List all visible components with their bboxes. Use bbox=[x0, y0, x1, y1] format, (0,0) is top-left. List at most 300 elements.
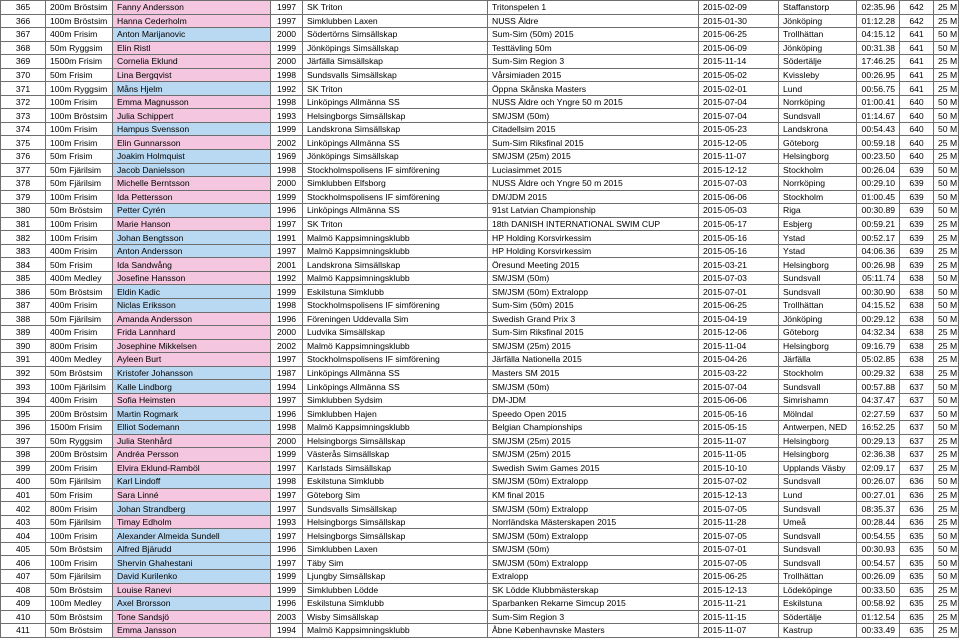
birth-year-cell: 2000 bbox=[271, 28, 303, 42]
table-row bbox=[1, 28, 959, 42]
athlete-name-cell: Anton Andersson bbox=[113, 244, 271, 258]
pool-length-cell: 25 M bbox=[934, 326, 959, 340]
event-cell: 100m Frisim bbox=[46, 231, 113, 245]
event-cell: 200m Bröstsim bbox=[46, 1, 113, 15]
club-cell: Simklubben Hajen bbox=[303, 407, 488, 421]
table-row bbox=[1, 258, 959, 272]
event-cell: 100m Frisim bbox=[46, 95, 113, 109]
meet-cell: SM/JSM (25m) 2015 bbox=[488, 448, 699, 462]
club-cell: Stockholmspolisens IF simförening bbox=[303, 299, 488, 313]
rank-cell: 404 bbox=[1, 529, 46, 543]
athlete-name-cell: Johan Bengtsson bbox=[113, 231, 271, 245]
table-row bbox=[1, 326, 959, 340]
athlete-name-cell: Ida Sandwång bbox=[113, 258, 271, 272]
club-cell: Eskilstuna Simklubb bbox=[303, 285, 488, 299]
club-cell: Stockholmspolisens IF simförening bbox=[303, 163, 488, 177]
athlete-name-cell: Kalle Lindborg bbox=[113, 380, 271, 394]
club-cell: Simklubben Lödde bbox=[303, 583, 488, 597]
club-cell: Malmö Kappsimningsklubb bbox=[303, 231, 488, 245]
pool-length-cell: 25 M bbox=[934, 353, 959, 367]
date-cell: 2015-06-06 bbox=[699, 393, 779, 407]
city-cell: Antwerpen, NED bbox=[779, 420, 857, 434]
rank-cell: 381 bbox=[1, 217, 46, 231]
club-cell: SK Triton bbox=[303, 1, 488, 15]
city-cell: Ystad bbox=[779, 231, 857, 245]
city-cell: Helsingborg bbox=[779, 448, 857, 462]
pool-length-cell: 50 M bbox=[934, 407, 959, 421]
club-cell: Helsingborgs Simsällskap bbox=[303, 529, 488, 543]
pool-length-cell: 25 M bbox=[934, 217, 959, 231]
table-row bbox=[1, 177, 959, 191]
city-cell: Lund bbox=[779, 82, 857, 96]
table-row bbox=[1, 597, 959, 611]
athlete-name-cell: Elin Gunnarsson bbox=[113, 136, 271, 150]
meet-cell: Sum-Sim (50m) 2015 bbox=[488, 299, 699, 313]
meet-cell: SM/JSM (50m) Extralopp bbox=[488, 475, 699, 489]
date-cell: 2015-05-16 bbox=[699, 407, 779, 421]
city-cell: Sundsvall bbox=[779, 380, 857, 394]
birth-year-cell: 1997 bbox=[271, 461, 303, 475]
time-cell: 00:54.55 bbox=[857, 529, 900, 543]
birth-year-cell: 1999 bbox=[271, 122, 303, 136]
club-cell: Linköpings Allmänna SS bbox=[303, 95, 488, 109]
points-cell: 637 bbox=[900, 380, 934, 394]
city-cell: Landskrona bbox=[779, 122, 857, 136]
event-cell: 50m Fjärilsim bbox=[46, 177, 113, 191]
pool-length-cell: 25 M bbox=[934, 488, 959, 502]
date-cell: 2015-05-23 bbox=[699, 122, 779, 136]
points-cell: 639 bbox=[900, 204, 934, 218]
points-cell: 638 bbox=[900, 299, 934, 313]
athlete-name-cell: Ida Pettersson bbox=[113, 190, 271, 204]
birth-year-cell: 1997 bbox=[271, 1, 303, 15]
table-row bbox=[1, 420, 959, 434]
rank-cell: 407 bbox=[1, 569, 46, 583]
date-cell: 2015-06-25 bbox=[699, 569, 779, 583]
date-cell: 2015-02-09 bbox=[699, 1, 779, 15]
points-cell: 639 bbox=[900, 190, 934, 204]
city-cell: Riga bbox=[779, 204, 857, 218]
time-cell: 00:29.13 bbox=[857, 434, 900, 448]
club-cell: Wisby Simsällskap bbox=[303, 610, 488, 624]
city-cell: Trollhättan bbox=[779, 569, 857, 583]
event-cell: 400m Frisim bbox=[46, 326, 113, 340]
meet-cell: HP Holding Korsvirkessim bbox=[488, 244, 699, 258]
date-cell: 2015-05-03 bbox=[699, 204, 779, 218]
rank-cell: 373 bbox=[1, 109, 46, 123]
city-cell: Helsingborg bbox=[779, 258, 857, 272]
time-cell: 00:29.10 bbox=[857, 177, 900, 191]
birth-year-cell: 2000 bbox=[271, 55, 303, 69]
meet-cell: 18th DANISH INTERNATIONAL SWIM CUP bbox=[488, 217, 699, 231]
athlete-name-cell: Tone Sandsjö bbox=[113, 610, 271, 624]
pool-length-cell: 50 M bbox=[934, 271, 959, 285]
points-cell: 635 bbox=[900, 583, 934, 597]
table-row bbox=[1, 299, 959, 313]
table-row bbox=[1, 55, 959, 69]
time-cell: 00:57.88 bbox=[857, 380, 900, 394]
time-cell: 05:02.85 bbox=[857, 353, 900, 367]
birth-year-cell: 2000 bbox=[271, 434, 303, 448]
rank-cell: 408 bbox=[1, 583, 46, 597]
date-cell: 2015-11-04 bbox=[699, 339, 779, 353]
event-cell: 50m Bröstsim bbox=[46, 542, 113, 556]
date-cell: 2015-07-04 bbox=[699, 380, 779, 394]
date-cell: 2015-05-02 bbox=[699, 68, 779, 82]
time-cell: 01:00.45 bbox=[857, 190, 900, 204]
club-cell: Malmö Kappsimningsklubb bbox=[303, 624, 488, 638]
athlete-name-cell: Jacob Danielsson bbox=[113, 163, 271, 177]
rank-cell: 366 bbox=[1, 14, 46, 28]
athlete-name-cell: Måns Hjelm bbox=[113, 82, 271, 96]
rank-cell: 385 bbox=[1, 271, 46, 285]
pool-length-cell: 25 M bbox=[934, 339, 959, 353]
birth-year-cell: 1996 bbox=[271, 542, 303, 556]
table-row bbox=[1, 271, 959, 285]
time-cell: 00:26.04 bbox=[857, 163, 900, 177]
rank-cell: 399 bbox=[1, 461, 46, 475]
date-cell: 2015-04-19 bbox=[699, 312, 779, 326]
time-cell: 00:29.32 bbox=[857, 366, 900, 380]
city-cell: Umeå bbox=[779, 515, 857, 529]
meet-cell: Luciasimmet 2015 bbox=[488, 163, 699, 177]
birth-year-cell: 1997 bbox=[271, 244, 303, 258]
points-cell: 637 bbox=[900, 461, 934, 475]
birth-year-cell: 2001 bbox=[271, 258, 303, 272]
city-cell: Ystad bbox=[779, 244, 857, 258]
table-row bbox=[1, 502, 959, 516]
city-cell: Kastrup bbox=[779, 624, 857, 638]
meet-cell: Extralopp bbox=[488, 569, 699, 583]
city-cell: Jönköping bbox=[779, 41, 857, 55]
date-cell: 2015-11-07 bbox=[699, 624, 779, 638]
club-cell: Malmö Kappsimningsklubb bbox=[303, 420, 488, 434]
city-cell: Simrishamn bbox=[779, 393, 857, 407]
rank-cell: 391 bbox=[1, 353, 46, 367]
athlete-name-cell: Sofia Heimsten bbox=[113, 393, 271, 407]
meet-cell: Masters SM 2015 bbox=[488, 366, 699, 380]
pool-length-cell: 25 M bbox=[934, 55, 959, 69]
rank-cell: 365 bbox=[1, 1, 46, 15]
club-cell: Täby Sim bbox=[303, 556, 488, 570]
date-cell: 2015-12-05 bbox=[699, 136, 779, 150]
points-cell: 635 bbox=[900, 542, 934, 556]
time-cell: 00:52.17 bbox=[857, 231, 900, 245]
pool-length-cell: 50 M bbox=[934, 41, 959, 55]
birth-year-cell: 1998 bbox=[271, 299, 303, 313]
table-row bbox=[1, 122, 959, 136]
date-cell: 2015-07-04 bbox=[699, 109, 779, 123]
club-cell: Stockholmspolisens IF simförening bbox=[303, 190, 488, 204]
time-cell: 09:16.79 bbox=[857, 339, 900, 353]
city-cell: Eskilstuna bbox=[779, 597, 857, 611]
table-row bbox=[1, 380, 959, 394]
table-row bbox=[1, 41, 959, 55]
club-cell: Karlstads Simsällskap bbox=[303, 461, 488, 475]
time-cell: 04:15.52 bbox=[857, 299, 900, 313]
rank-cell: 383 bbox=[1, 244, 46, 258]
pool-length-cell: 50 M bbox=[934, 475, 959, 489]
event-cell: 100m Frisim bbox=[46, 556, 113, 570]
date-cell: 2015-02-01 bbox=[699, 82, 779, 96]
athlete-name-cell: Axel Brorsson bbox=[113, 597, 271, 611]
points-cell: 635 bbox=[900, 556, 934, 570]
pool-length-cell: 50 M bbox=[934, 163, 959, 177]
birth-year-cell: 2000 bbox=[271, 326, 303, 340]
pool-length-cell: 25 M bbox=[934, 515, 959, 529]
rank-cell: 370 bbox=[1, 68, 46, 82]
time-cell: 04:37.47 bbox=[857, 393, 900, 407]
club-cell: Sundsvalls Simsällskap bbox=[303, 68, 488, 82]
birth-year-cell: 1998 bbox=[271, 95, 303, 109]
time-cell: 00:27.01 bbox=[857, 488, 900, 502]
event-cell: 50m Bröstsim bbox=[46, 204, 113, 218]
birth-year-cell: 2002 bbox=[271, 136, 303, 150]
meet-cell: SM/JSM (50m) bbox=[488, 271, 699, 285]
points-cell: 641 bbox=[900, 28, 934, 42]
meet-cell: Vårsimiaden 2015 bbox=[488, 68, 699, 82]
rank-cell: 409 bbox=[1, 597, 46, 611]
club-cell: Jönköpings Simsällskap bbox=[303, 150, 488, 164]
birth-year-cell: 1999 bbox=[271, 190, 303, 204]
club-cell: Linköpings Allmänna SS bbox=[303, 136, 488, 150]
club-cell: Göteborg Sim bbox=[303, 488, 488, 502]
meet-cell: 91st Latvian Championship bbox=[488, 204, 699, 218]
date-cell: 2015-05-15 bbox=[699, 420, 779, 434]
points-cell: 642 bbox=[900, 14, 934, 28]
city-cell: Lödeköpinge bbox=[779, 583, 857, 597]
table-row bbox=[1, 1, 959, 15]
meet-cell: SM/JSM (50m) Extralopp bbox=[488, 529, 699, 543]
time-cell: 01:14.67 bbox=[857, 109, 900, 123]
pool-length-cell: 25 M bbox=[934, 258, 959, 272]
table-row bbox=[1, 353, 959, 367]
athlete-name-cell: Timay Edholm bbox=[113, 515, 271, 529]
pool-length-cell: 50 M bbox=[934, 28, 959, 42]
meet-cell: Sum-Sim (50m) 2015 bbox=[488, 28, 699, 42]
athlete-name-cell: Emma Jansson bbox=[113, 624, 271, 638]
points-cell: 641 bbox=[900, 41, 934, 55]
date-cell: 2015-07-03 bbox=[699, 177, 779, 191]
date-cell: 2015-07-01 bbox=[699, 285, 779, 299]
points-cell: 636 bbox=[900, 488, 934, 502]
event-cell: 100m Frisim bbox=[46, 217, 113, 231]
athlete-name-cell: Kristofer Johansson bbox=[113, 366, 271, 380]
event-cell: 50m Frisim bbox=[46, 68, 113, 82]
date-cell: 2015-11-14 bbox=[699, 55, 779, 69]
date-cell: 2015-06-25 bbox=[699, 299, 779, 313]
rank-cell: 389 bbox=[1, 326, 46, 340]
points-cell: 639 bbox=[900, 244, 934, 258]
meet-cell: HP Holding Korsvirkessim bbox=[488, 231, 699, 245]
time-cell: 00:29.12 bbox=[857, 312, 900, 326]
pool-length-cell: 50 M bbox=[934, 109, 959, 123]
athlete-name-cell: Julia Stenhård bbox=[113, 434, 271, 448]
date-cell: 2015-07-01 bbox=[699, 542, 779, 556]
points-cell: 639 bbox=[900, 177, 934, 191]
points-cell: 637 bbox=[900, 434, 934, 448]
pool-length-cell: 25 M bbox=[934, 68, 959, 82]
club-cell: Malmö Kappsimningsklubb bbox=[303, 271, 488, 285]
event-cell: 50m Ryggsim bbox=[46, 41, 113, 55]
city-cell: Sundsvall bbox=[779, 109, 857, 123]
birth-year-cell: 1998 bbox=[271, 163, 303, 177]
athlete-name-cell: Ayleen Burt bbox=[113, 353, 271, 367]
rank-cell: 402 bbox=[1, 502, 46, 516]
meet-cell: DM-JDM bbox=[488, 393, 699, 407]
event-cell: 100m Medley bbox=[46, 597, 113, 611]
city-cell: Sundsvall bbox=[779, 475, 857, 489]
athlete-name-cell: Cornelia Eklund bbox=[113, 55, 271, 69]
rank-cell: 375 bbox=[1, 136, 46, 150]
athlete-name-cell: Louise Ranevi bbox=[113, 583, 271, 597]
points-cell: 638 bbox=[900, 353, 934, 367]
meet-cell: SM/JSM (25m) 2015 bbox=[488, 434, 699, 448]
birth-year-cell: 1993 bbox=[271, 515, 303, 529]
table-row bbox=[1, 163, 959, 177]
date-cell: 2015-06-25 bbox=[699, 28, 779, 42]
meet-cell: SM/JSM (50m) Extralopp bbox=[488, 556, 699, 570]
table-row bbox=[1, 624, 959, 638]
date-cell: 2015-07-03 bbox=[699, 271, 779, 285]
meet-cell: SM/JSM (50m) Extralopp bbox=[488, 285, 699, 299]
athlete-name-cell: Anton Marijanovic bbox=[113, 28, 271, 42]
birth-year-cell: 1987 bbox=[271, 366, 303, 380]
points-cell: 640 bbox=[900, 136, 934, 150]
birth-year-cell: 1994 bbox=[271, 624, 303, 638]
club-cell: Helsingborgs Simsällskap bbox=[303, 109, 488, 123]
event-cell: 50m Frisim bbox=[46, 150, 113, 164]
date-cell: 2015-12-13 bbox=[699, 488, 779, 502]
athlete-name-cell: Petter Cyrén bbox=[113, 204, 271, 218]
time-cell: 04:32.34 bbox=[857, 326, 900, 340]
time-cell: 05:11.74 bbox=[857, 271, 900, 285]
rank-cell: 411 bbox=[1, 624, 46, 638]
pool-length-cell: 50 M bbox=[934, 122, 959, 136]
date-cell: 2015-10-10 bbox=[699, 461, 779, 475]
city-cell: Jönköping bbox=[779, 312, 857, 326]
time-cell: 00:23.50 bbox=[857, 150, 900, 164]
city-cell: Norrköping bbox=[779, 95, 857, 109]
meet-cell: Tritonspelen 1 bbox=[488, 1, 699, 15]
table-row bbox=[1, 542, 959, 556]
points-cell: 637 bbox=[900, 448, 934, 462]
time-cell: 04:06.36 bbox=[857, 244, 900, 258]
rank-cell: 382 bbox=[1, 231, 46, 245]
birth-year-cell: 1997 bbox=[271, 556, 303, 570]
rank-cell: 384 bbox=[1, 258, 46, 272]
rank-cell: 390 bbox=[1, 339, 46, 353]
table-row bbox=[1, 312, 959, 326]
city-cell: Sundsvall bbox=[779, 556, 857, 570]
birth-year-cell: 1998 bbox=[271, 420, 303, 434]
points-cell: 638 bbox=[900, 326, 934, 340]
birth-year-cell: 1996 bbox=[271, 597, 303, 611]
club-cell: Eskilstuna Simklubb bbox=[303, 475, 488, 489]
city-cell: Helsingborg bbox=[779, 434, 857, 448]
birth-year-cell: 1969 bbox=[271, 150, 303, 164]
ranking-table-body bbox=[1, 1, 959, 638]
table-row bbox=[1, 610, 959, 624]
club-cell: Helsingborgs Simsällskap bbox=[303, 434, 488, 448]
event-cell: 50m Bröstsim bbox=[46, 366, 113, 380]
points-cell: 635 bbox=[900, 569, 934, 583]
event-cell: 50m Fjärilsim bbox=[46, 163, 113, 177]
time-cell: 00:59.21 bbox=[857, 217, 900, 231]
date-cell: 2015-11-07 bbox=[699, 150, 779, 164]
city-cell: Södertälje bbox=[779, 55, 857, 69]
birth-year-cell: 1994 bbox=[271, 380, 303, 394]
meet-cell: DM/JDM 2015 bbox=[488, 190, 699, 204]
birth-year-cell: 1997 bbox=[271, 529, 303, 543]
club-cell: Linköpings Allmänna SS bbox=[303, 366, 488, 380]
club-cell: Järfälla Simsällskap bbox=[303, 55, 488, 69]
city-cell: Mölndal bbox=[779, 407, 857, 421]
time-cell: 00:26.98 bbox=[857, 258, 900, 272]
city-cell: Trollhättan bbox=[779, 28, 857, 42]
birth-year-cell: 1997 bbox=[271, 393, 303, 407]
meet-cell: Belgian Championships bbox=[488, 420, 699, 434]
birth-year-cell: 1996 bbox=[271, 312, 303, 326]
birth-year-cell: 1996 bbox=[271, 204, 303, 218]
pool-length-cell: 25 M bbox=[934, 502, 959, 516]
rank-cell: 410 bbox=[1, 610, 46, 624]
club-cell: Stockholmspolisens IF simförening bbox=[303, 353, 488, 367]
rank-cell: 398 bbox=[1, 448, 46, 462]
rank-cell: 405 bbox=[1, 542, 46, 556]
athlete-name-cell: Hampus Svensson bbox=[113, 122, 271, 136]
pool-length-cell: 25 M bbox=[934, 14, 959, 28]
pool-length-cell: 25 M bbox=[934, 1, 959, 15]
club-cell: Linköpings Allmänna SS bbox=[303, 204, 488, 218]
city-cell: Stockholm bbox=[779, 163, 857, 177]
points-cell: 636 bbox=[900, 502, 934, 516]
table-row bbox=[1, 407, 959, 421]
meet-cell: Speedo Open 2015 bbox=[488, 407, 699, 421]
points-cell: 642 bbox=[900, 1, 934, 15]
athlete-name-cell: Niclas Eriksson bbox=[113, 299, 271, 313]
birth-year-cell: 1999 bbox=[271, 41, 303, 55]
city-cell: Göteborg bbox=[779, 326, 857, 340]
points-cell: 640 bbox=[900, 95, 934, 109]
meet-cell: NUSS Äldre och Yngre 50 m 2015 bbox=[488, 177, 699, 191]
city-cell: Sundsvall bbox=[779, 502, 857, 516]
meet-cell: Norrländska Mästerskapen 2015 bbox=[488, 515, 699, 529]
event-cell: 800m Frisim bbox=[46, 339, 113, 353]
event-cell: 400m Frisim bbox=[46, 28, 113, 42]
event-cell: 1500m Frisim bbox=[46, 420, 113, 434]
time-cell: 00:54.43 bbox=[857, 122, 900, 136]
city-cell: Lund bbox=[779, 488, 857, 502]
event-cell: 200m Bröstsim bbox=[46, 407, 113, 421]
city-cell: Jönköping bbox=[779, 14, 857, 28]
event-cell: 50m Fjärilsim bbox=[46, 312, 113, 326]
event-cell: 50m Frisim bbox=[46, 488, 113, 502]
rank-cell: 392 bbox=[1, 366, 46, 380]
meet-cell: SK Lödde Klubbmästerskap bbox=[488, 583, 699, 597]
table-row bbox=[1, 285, 959, 299]
rank-cell: 378 bbox=[1, 177, 46, 191]
rank-cell: 374 bbox=[1, 122, 46, 136]
time-cell: 02:36.38 bbox=[857, 448, 900, 462]
event-cell: 1500m Frisim bbox=[46, 55, 113, 69]
event-cell: 50m Bröstsim bbox=[46, 610, 113, 624]
meet-cell: Sum-Sim Riksfinal 2015 bbox=[488, 326, 699, 340]
birth-year-cell: 1999 bbox=[271, 448, 303, 462]
athlete-name-cell: Elin Ristl bbox=[113, 41, 271, 55]
time-cell: 00:30.90 bbox=[857, 285, 900, 299]
date-cell: 2015-12-06 bbox=[699, 326, 779, 340]
